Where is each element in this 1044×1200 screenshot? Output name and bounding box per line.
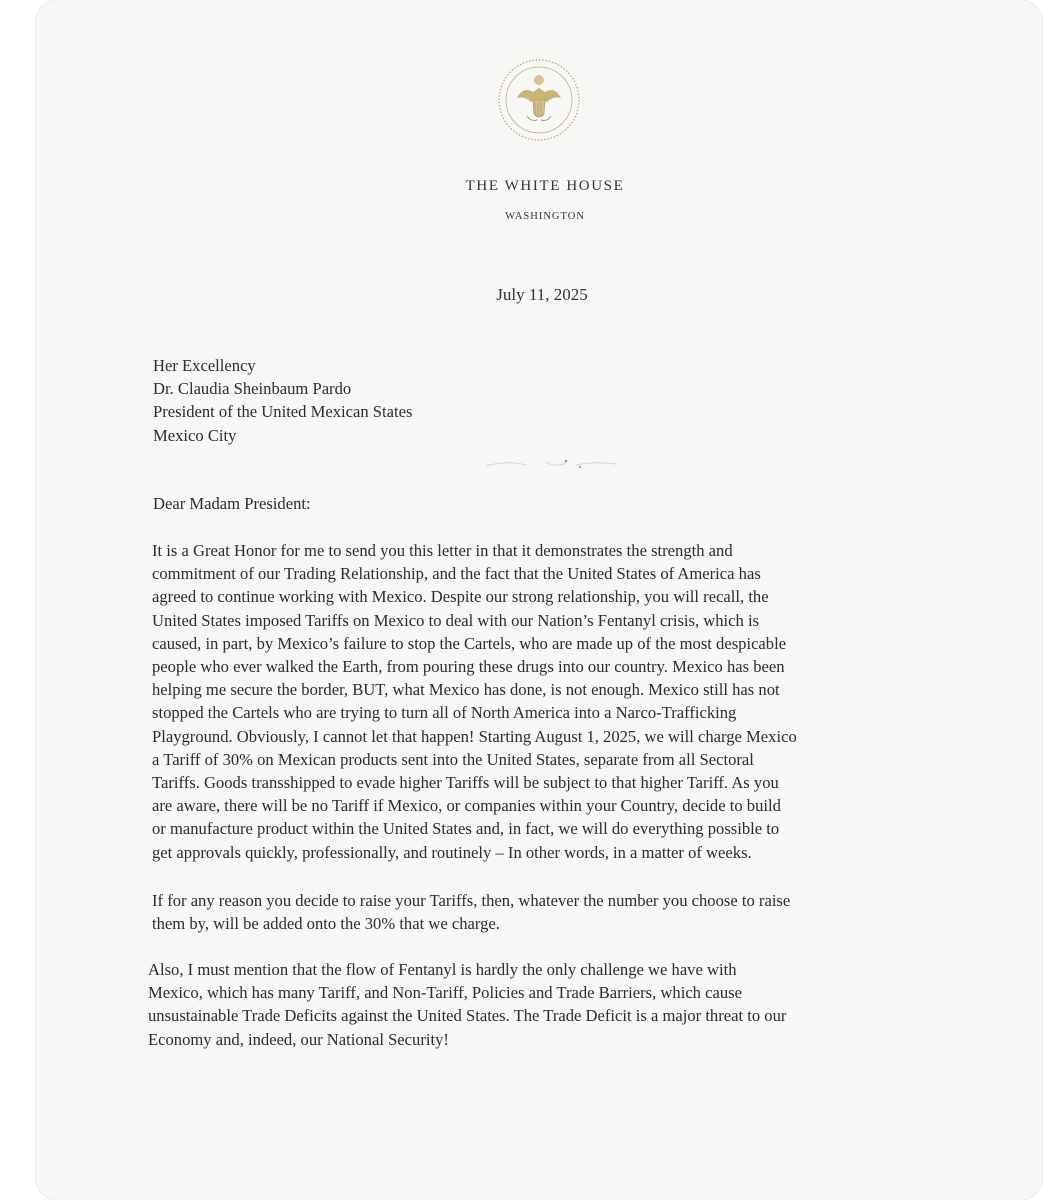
text-line: Mexico, which has many Tariff, and Non-Tariff, Policies and Trade Barriers, which cause (148, 983, 742, 1003)
text-line: Economy and, indeed, our National Security! (148, 1029, 449, 1049)
recipient-line: Mexico City (153, 425, 237, 445)
text-line: caused, in part, by Mexico’s failure to stop the Cartels, who are made up of the most despicable (152, 633, 787, 653)
text-line: or manufacture product within the United States and, in fact, we will do everything possible to (152, 819, 780, 839)
paragraph-3 (148, 958, 938, 1051)
text-line: unsustainable Trade Deficits against the United States. The Trade Deficit is a major threat to our (148, 1006, 787, 1026)
text-line: United States imposed Tariffs on Mexico to deal with our Nation’s Fentanyl crisis, which is (152, 610, 760, 630)
recipient-line: Her Excellency (153, 356, 256, 375)
letter-page (36, 0, 1042, 1200)
paragraph-2 (152, 889, 942, 935)
faint-mark-icon (476, 452, 636, 476)
text-line: them by, will be added onto the 30% that we charge. (152, 914, 500, 934)
salutation: Dear Madam President: (153, 494, 311, 513)
text-line: Also, I must mention that the flow of Fentanyl is hardly the only challenge we have with (148, 960, 737, 979)
text-line: people who ever walked the Earth, from pouring these drugs into our country. Mexico has been (152, 657, 785, 677)
text-line: commitment of our Trading Relationship, and the fact that the United States of America has (152, 564, 761, 584)
letterhead-subtitle: WASHINGTON (505, 211, 585, 222)
recipient-line: President of the United Mexican States (153, 402, 413, 422)
recipient-line: Dr. Claudia Sheinbaum Pardo (153, 379, 352, 399)
text-line: If for any reason you decide to raise your Tariffs, then, whatever the number you choose to raise (152, 891, 791, 910)
text-line: It is a Great Honor for me to send you this letter in that it demonstrates the strength and (152, 541, 733, 560)
text-line: agreed to continue working with Mexico. Despite our strong relationship, you will recall, the (152, 587, 769, 607)
text-line: stopped the Cartels who are trying to turn all of North America into a Narco-Trafficking (152, 703, 737, 723)
text-line: are aware, there will be no Tariff if Mexico, or companies within your Country, decide to build (152, 796, 781, 816)
recipient-address (153, 354, 412, 447)
text-line: helping me secure the border, BUT, what Mexico has done, is not enough. Mexico still has not (152, 680, 780, 700)
letterhead-title: THE WHITE HOUSE (465, 178, 625, 194)
letter-date: July 11, 2025 (496, 285, 588, 304)
presidential-seal-icon (497, 58, 581, 142)
text-line: Playground. Obviously, I cannot let that happen! Starting August 1, 2025, we will charge Mexico (152, 726, 797, 746)
text-line: Tariffs. Goods transshipped to evade higher Tariffs will be subject to that higher Tariff. As you (152, 773, 779, 793)
paragraph-1 (152, 539, 942, 864)
text-line: a Tariff of 30% on Mexican products sent into the United States, separate from all Sectoral (152, 749, 754, 769)
text-line: get approvals quickly, professionally, and routinely – In other words, in a matter of weeks. (152, 842, 752, 862)
